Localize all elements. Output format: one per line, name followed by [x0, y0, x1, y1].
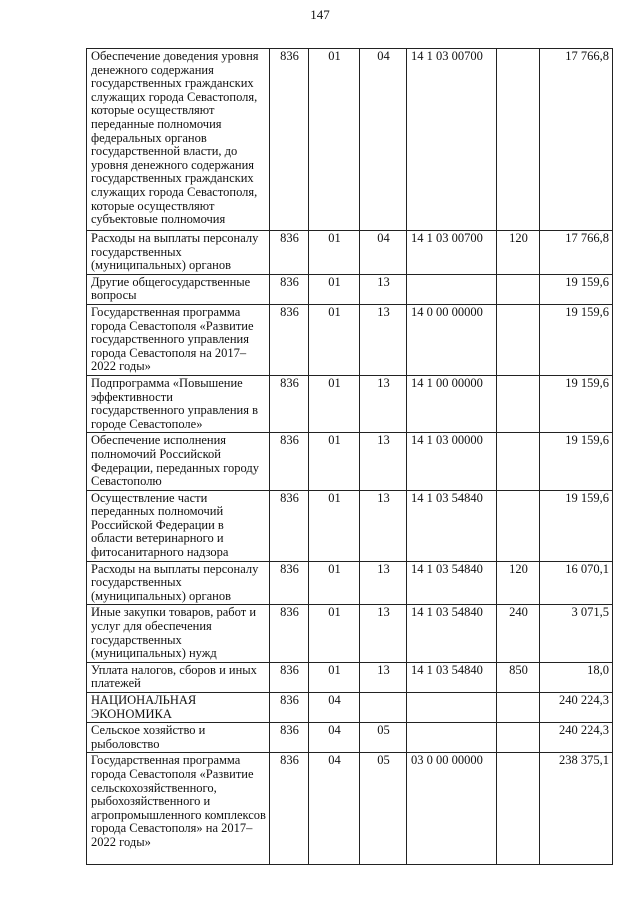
subsection-cell: 05: [360, 723, 407, 753]
grbs-cell: 836: [270, 753, 309, 865]
table-row: [87, 49, 613, 231]
grbs-cell: 836: [270, 662, 309, 692]
expense-type-cell: [497, 753, 540, 865]
target-article-cell: 03 0 00 00000: [407, 753, 497, 865]
expense-type-cell: [497, 490, 540, 561]
section-cell: 01: [309, 375, 360, 432]
section-cell: 01: [309, 304, 360, 375]
amount-cell: 3 071,5: [540, 605, 613, 662]
amount-cell: 240 224,3: [540, 693, 613, 723]
expense-name-cell: Расходы на выплаты персоналу государственных (муниципальных) органов: [87, 231, 270, 275]
table-row: [87, 231, 613, 275]
expense-name-cell: Сельское хозяйство и рыболовство: [87, 723, 270, 753]
table-row: [87, 561, 613, 605]
table-row: [87, 274, 613, 304]
subsection-cell: [360, 693, 407, 723]
grbs-cell: 836: [270, 561, 309, 605]
page-number: 147: [310, 7, 330, 22]
section-cell: 04: [309, 723, 360, 753]
target-article-cell: [407, 693, 497, 723]
expense-type-cell: [497, 693, 540, 723]
section-cell: 01: [309, 605, 360, 662]
section-cell: 01: [309, 49, 360, 231]
table-row: [87, 723, 613, 753]
target-article-cell: 14 1 03 00000: [407, 433, 497, 490]
expense-name-cell: Иные закупки товаров, работ и услуг для обеспечения государственных (муниципальных) нужд: [87, 605, 270, 662]
subsection-cell: 05: [360, 753, 407, 865]
target-article-cell: 14 1 03 54840: [407, 490, 497, 561]
subsection-cell: 13: [360, 375, 407, 432]
grbs-cell: 836: [270, 274, 309, 304]
amount-cell: 238 375,1: [540, 753, 613, 865]
expense-name-cell: Расходы на выплаты персоналу государственных (муниципальных) органов: [87, 561, 270, 605]
expense-name-cell: Обеспечение исполнения полномочий Российской Федерации, переданных городу Севастополю: [87, 433, 270, 490]
amount-cell: 19 159,6: [540, 274, 613, 304]
section-cell: 01: [309, 561, 360, 605]
expense-name-cell: Государственная программа города Севастополя «Развитие государственного управления города Севастополя на 2017–2022 годы»: [87, 304, 270, 375]
amount-cell: 19 159,6: [540, 433, 613, 490]
expense-type-cell: [497, 433, 540, 490]
amount-cell: 17 766,8: [540, 49, 613, 231]
grbs-cell: 836: [270, 433, 309, 490]
expense-name-cell: Обеспечение доведения уровня денежного содержания государственных гражданских служащих города Севастополя, которые осуществляют переданные полномочия федеральных органов государственной власти, до уровня денежного содержания государственных гражданских служащих города Севастополя, которые осуществляют субъектовые полномочия: [87, 49, 270, 231]
amount-cell: 19 159,6: [540, 375, 613, 432]
amount-cell: 19 159,6: [540, 490, 613, 561]
table-row: [87, 433, 613, 490]
target-article-cell: [407, 274, 497, 304]
target-article-cell: [407, 723, 497, 753]
target-article-cell: 14 1 03 54840: [407, 662, 497, 692]
subsection-cell: 13: [360, 304, 407, 375]
subsection-cell: 13: [360, 433, 407, 490]
amount-cell: 16 070,1: [540, 561, 613, 605]
target-article-cell: 14 1 03 54840: [407, 561, 497, 605]
target-article-cell: 14 1 00 00000: [407, 375, 497, 432]
expense-name-cell: Уплата налогов, сборов и иных платежей: [87, 662, 270, 692]
amount-cell: 17 766,8: [540, 231, 613, 275]
grbs-cell: 836: [270, 49, 309, 231]
grbs-cell: 836: [270, 231, 309, 275]
subsection-cell: 04: [360, 49, 407, 231]
expense-type-cell: [497, 274, 540, 304]
expense-name-cell: Осуществление части переданных полномочий Российской Федерации в области ветеринарного и фитосанитарного надзора: [87, 490, 270, 561]
table-row: [87, 693, 613, 723]
section-cell: 01: [309, 231, 360, 275]
table-row: [87, 662, 613, 692]
table-row: [87, 490, 613, 561]
expense-type-cell: [497, 304, 540, 375]
grbs-cell: 836: [270, 605, 309, 662]
expense-name-cell: Подпрограмма «Повышение эффективности государственного управления в городе Севастополе»: [87, 375, 270, 432]
table-row: [87, 753, 613, 865]
expense-type-cell: [497, 49, 540, 231]
target-article-cell: 14 1 03 00700: [407, 49, 497, 231]
section-cell: 04: [309, 693, 360, 723]
subsection-cell: 13: [360, 662, 407, 692]
subsection-cell: 13: [360, 561, 407, 605]
target-article-cell: 14 0 00 00000: [407, 304, 497, 375]
expense-type-cell: 120: [497, 231, 540, 275]
subsection-cell: 13: [360, 274, 407, 304]
amount-cell: 19 159,6: [540, 304, 613, 375]
expense-type-cell: [497, 723, 540, 753]
expense-type-cell: 120: [497, 561, 540, 605]
grbs-cell: 836: [270, 490, 309, 561]
section-cell: 01: [309, 274, 360, 304]
target-article-cell: 14 1 03 00700: [407, 231, 497, 275]
expense-type-cell: 240: [497, 605, 540, 662]
expense-name-cell: Государственная программа города Севастополя «Развитие сельскохозяйственного, рыбохозяйственного и агропромышленного комплексов города Севастополя» на 2017–2022 годы»: [87, 753, 270, 865]
amount-cell: 18,0: [540, 662, 613, 692]
subsection-cell: 13: [360, 605, 407, 662]
section-cell: 01: [309, 490, 360, 561]
subsection-cell: 04: [360, 231, 407, 275]
expense-name-cell: Другие общегосударственные вопросы: [87, 274, 270, 304]
section-cell: 04: [309, 753, 360, 865]
grbs-cell: 836: [270, 304, 309, 375]
target-article-cell: 14 1 03 54840: [407, 605, 497, 662]
expense-type-cell: 850: [497, 662, 540, 692]
table-row: [87, 304, 613, 375]
expense-name-cell: НАЦИОНАЛЬНАЯ ЭКОНОМИКА: [87, 693, 270, 723]
expense-type-cell: [497, 375, 540, 432]
table-row: [87, 605, 613, 662]
grbs-cell: 836: [270, 375, 309, 432]
amount-cell: 240 224,3: [540, 723, 613, 753]
table-row: [87, 375, 613, 432]
section-cell: 01: [309, 662, 360, 692]
subsection-cell: 13: [360, 490, 407, 561]
grbs-cell: 836: [270, 693, 309, 723]
section-cell: 01: [309, 433, 360, 490]
grbs-cell: 836: [270, 723, 309, 753]
budget-table: [86, 48, 613, 865]
